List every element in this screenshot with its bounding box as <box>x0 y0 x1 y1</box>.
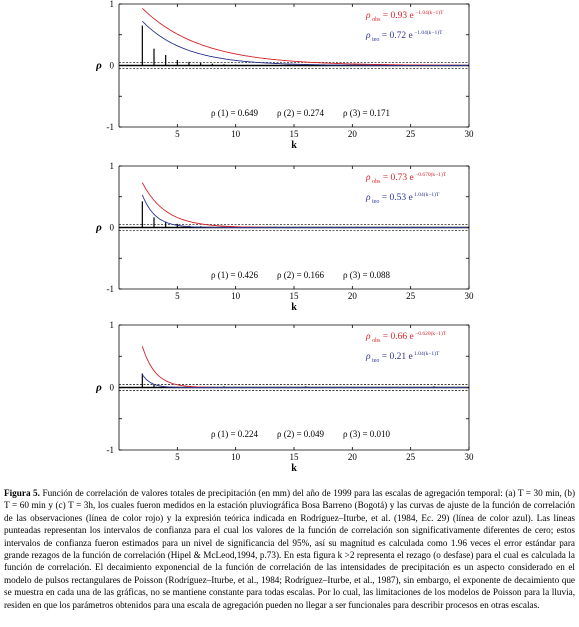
rho-annotation-3: ρ (3) = 0.010 <box>343 429 391 439</box>
x-tick-label: 10 <box>231 291 241 301</box>
x-tick-label: 15 <box>289 291 299 301</box>
y-axis-label: ρ <box>96 59 102 72</box>
x-tick-label: 5 <box>175 291 180 301</box>
x-tick-label: 10 <box>231 452 241 462</box>
x-axis-label: k <box>291 302 297 313</box>
y-tick-label: 1 <box>109 0 114 9</box>
legend-observed: ρ $_{obs}$ = 0.73 e $^{-0.670(k-1)T}$ <box>366 172 447 185</box>
theoretical-fit-curve <box>142 21 468 65</box>
x-axis-label: k <box>291 463 297 474</box>
x-tick-label: 20 <box>347 291 357 301</box>
y-tick-label: 1 <box>109 161 114 171</box>
rho-annotation-1: ρ (1) = 0.649 <box>211 108 259 118</box>
theoretical-fit-curve <box>142 374 468 387</box>
observed-fit-curve <box>142 183 468 228</box>
y-tick-label: 1 <box>109 320 114 330</box>
x-tick-label: 5 <box>175 129 180 139</box>
chart-panel-3 <box>95 320 474 474</box>
legend-theoretical: ρ $_{teo}$ = 0.72 e $^{-1.04(k-1)T}$ <box>366 30 443 43</box>
legend-observed: ρ $_{obs}$ = 0.93 e $^{-1.04(k-1)T}$ <box>366 10 444 23</box>
y-axis-label: ρ <box>96 381 102 394</box>
x-tick-label: 15 <box>289 129 299 139</box>
y-tick-label: -1 <box>106 122 114 132</box>
rho-annotation-1: ρ (1) = 0.426 <box>211 270 259 280</box>
x-tick-label: 25 <box>406 129 416 139</box>
chart-panel-2 <box>95 161 474 313</box>
rho-annotation-3: ρ (3) = 0.088 <box>343 270 391 280</box>
y-tick-label: 0 <box>109 222 114 233</box>
rho-annotation-2: ρ (2) = 0.274 <box>277 108 325 118</box>
chart-panel-1 <box>95 0 474 151</box>
theoretical-fit-curve <box>142 195 468 228</box>
x-tick-label: 30 <box>464 452 474 462</box>
observed-fit-curve <box>142 8 468 65</box>
x-tick-label: 25 <box>406 291 416 301</box>
x-tick-label: 5 <box>175 452 180 462</box>
legend-theoretical: ρ $_{teo}$ = 0.53 e $^{1.04(k-1)T}$ <box>366 192 440 205</box>
x-tick-label: 20 <box>347 129 357 139</box>
legend-theoretical: ρ $_{teo}$ = 0.21 e $^{1.04(k-1)T}$ <box>366 351 440 364</box>
x-tick-label: 10 <box>231 129 241 139</box>
x-axis-label: k <box>291 140 297 151</box>
caption-text: Función de correlación de valores totales de precipitación (en mm) del año de 1999 para las escalas de agregación temporal: (a) T = 30 min, (b) T = 60 min y (c) T = 3h, los cuales fueron medidos en la estación pluviográfica Bosa Barreno (Bogotá) y las curvas de ajuste de la función de correlación de las observaciones (línea de color rojo) y la expresión teórica indicada en Rodríguez–Iturbe, et al. (1984, Ec. 29) (línea de color azul). Las líneas punteadas representan los intervalos de confianza para el cual los valores de la función de correlación son significativamente diferentes de cero; estos intervalos de confianza fueron estimados para un nivel de significancia del 95%, así su magnitud es calculada como 1.96 veces el error estándar para grande rezagos de la función de correlación (Hipel & McLeod,1994, p.73). En esta figura k >2 representa el rezago (o desfase) para el cual es calculada la función de correlación. El decaimiento exponencial de la función de correlación de las intensidades de precipitación es un aspecto considerado en el modelo de pulsos rectangulares de Poisson (Rodríguez–Iturbe, et al., 1984; Rodríguez–Iturbe, et al., 1987), sin embargo, el exponente de decaimiento que se muestra en cada una de las gráficas, no se mantiene constante para todas escalas. Por lo cual, las limitaciones de los modelos de Poisson para la lluvia, residen en que los parámetros obtenidos para una escala de agregación pueden no llegar a ser funcionales para describir procesos en otras escalas. <box>4 488 576 610</box>
rho-annotation-1: ρ (1) = 0.224 <box>211 429 259 439</box>
y-tick-label: -1 <box>106 445 114 455</box>
x-tick-label: 25 <box>406 452 416 462</box>
x-tick-label: 30 <box>464 129 474 139</box>
y-tick-label: 0 <box>109 382 114 393</box>
caption-label: Figura 5. <box>4 488 40 498</box>
rho-annotation-2: ρ (2) = 0.049 <box>277 429 325 439</box>
legend-observed: ρ $_{obs}$ = 0.66 e $^{-0.620(k-1)T}$ <box>366 331 447 344</box>
rho-annotation-3: ρ (3) = 0.171 <box>343 108 391 118</box>
x-tick-label: 15 <box>289 452 299 462</box>
figure-caption <box>4 487 575 611</box>
x-tick-label: 30 <box>464 291 474 301</box>
rho-annotation-2: ρ (2) = 0.166 <box>277 270 325 280</box>
y-tick-label: -1 <box>106 284 114 294</box>
x-tick-label: 20 <box>347 452 357 462</box>
y-tick-label: 0 <box>109 60 114 71</box>
y-axis-label: ρ <box>96 221 102 234</box>
